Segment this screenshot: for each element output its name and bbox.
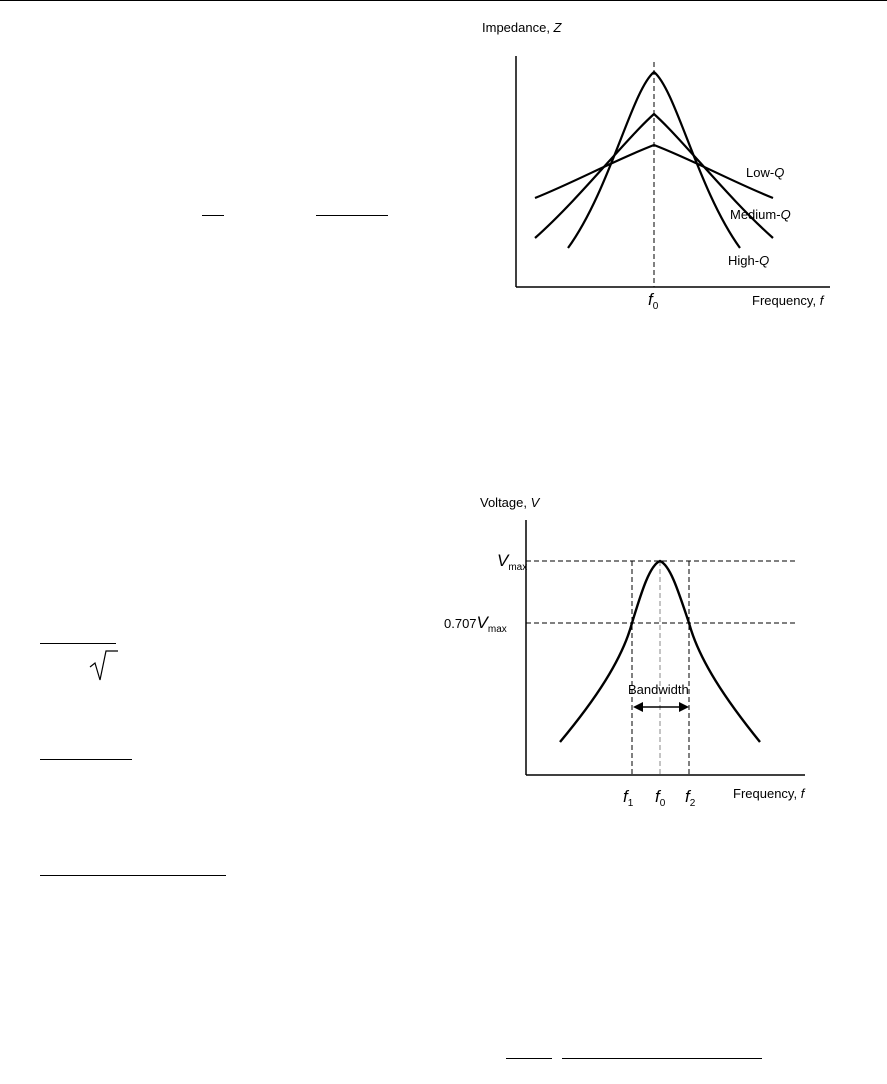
voltage-chart bbox=[444, 495, 806, 809]
impedance-f0-label: $f_0$ bbox=[648, 290, 659, 312]
medium-q-label: Medium-Q bbox=[730, 207, 791, 222]
voltage-frequency-label: Frequency, f bbox=[733, 786, 805, 801]
impedance-chart bbox=[482, 20, 830, 312]
bandwidth-arrow-right-head bbox=[679, 702, 689, 712]
impedance-frequency-label: Frequency, f bbox=[752, 293, 824, 308]
f0-label: $f_0$ bbox=[655, 787, 666, 809]
bandwidth-label: Bandwidth bbox=[628, 682, 689, 697]
v707-label: $0.707V_{max}$ bbox=[444, 613, 507, 635]
voltage-axis-label: Voltage, V bbox=[480, 495, 540, 510]
f1-label: $f_1$ bbox=[623, 787, 634, 809]
f2-label: $f_2$ bbox=[685, 787, 696, 809]
vmax-label: $V_{max}$ bbox=[497, 551, 528, 573]
impedance-axis-label: Impedance, Z bbox=[482, 20, 562, 35]
bandwidth-arrow-left-head bbox=[633, 702, 643, 712]
sqrt-sign bbox=[90, 651, 118, 680]
high-q-label: High-Q bbox=[728, 253, 770, 268]
low-q-label: Low-Q bbox=[746, 165, 785, 180]
